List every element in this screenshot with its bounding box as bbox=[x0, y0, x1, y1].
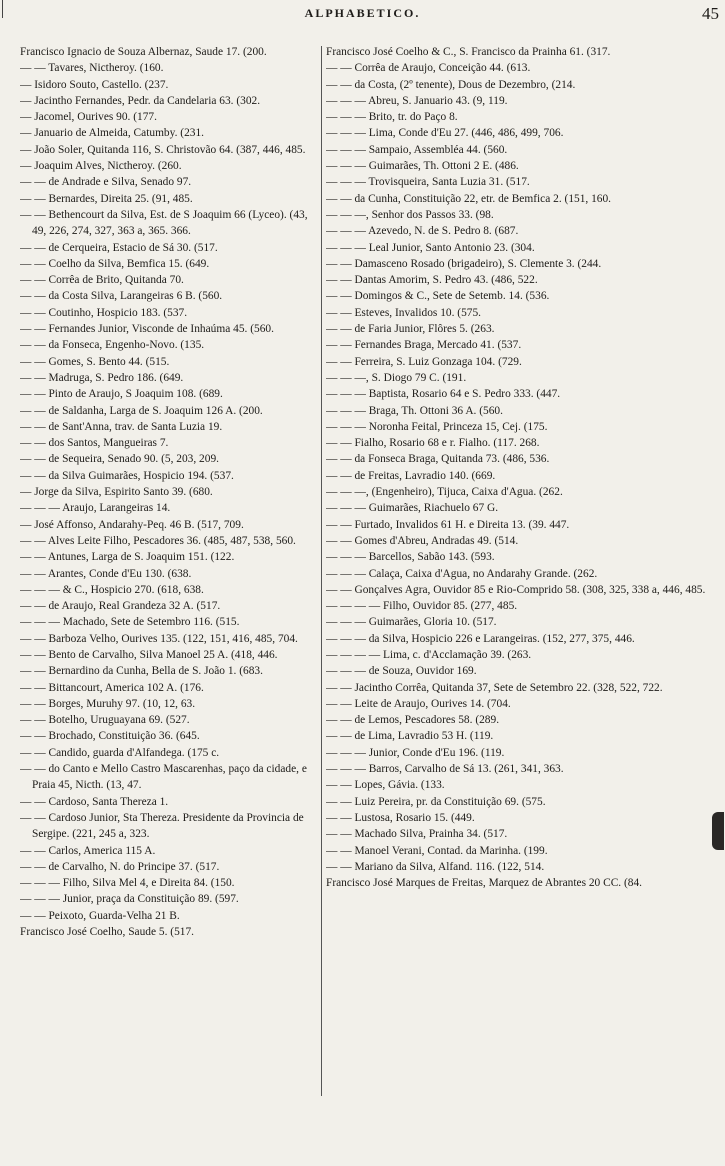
directory-entry: — — Bernardes, Direita 25. (91, 485. bbox=[20, 192, 193, 205]
directory-entry: — — Candido, guarda d'Alfandega. (175 c. bbox=[20, 746, 220, 759]
directory-entry: — — Gomes, S. Bento 44. (515. bbox=[20, 355, 170, 368]
directory-entry: — — Madruga, S. Pedro 186. (649. bbox=[20, 371, 184, 384]
directory-entry: — — — & C., Hospicio 270. (618, 638. bbox=[20, 583, 204, 596]
directory-entry: — — Ferreira, S. Luiz Gonzaga 104. (729. bbox=[326, 355, 522, 368]
directory-entry: — — Manoel Verani, Contad. da Marinha. (199. bbox=[326, 844, 548, 857]
directory-entry: — — Furtado, Invalidos 61 H. e Direita 13. (39. 447. bbox=[326, 518, 570, 531]
directory-entry: — — — Noronha Feital, Princeza 15, Cej. (175. bbox=[326, 420, 548, 433]
directory-entry: — — Borges, Muruhy 97. (10, 12, 63. bbox=[20, 697, 196, 710]
directory-entry: — — dos Santos, Mangueiras 7. bbox=[20, 437, 169, 450]
directory-entry: — — de Andrade e Silva, Senado 97. bbox=[20, 176, 192, 189]
directory-entry: — — Pinto de Araujo, S Joaquim 108. (689. bbox=[20, 388, 223, 401]
directory-entry: — — Arantes, Conde d'Eu 130. (638. bbox=[20, 567, 192, 580]
directory-entry: — — de Lemos, Pescadores 58. (289. bbox=[326, 714, 500, 727]
directory-entry: — — Gonçalves Agra, Ouvidor 85 e Rio-Comprido 58. (308, 325, 338 a, 446, 485. bbox=[326, 583, 706, 596]
directory-entry: — — de Cerqueira, Estacio de Sá 30. (517. bbox=[20, 241, 218, 254]
directory-entry: — — Bento de Carvalho, Silva Manoel 25 A. (418, 446. bbox=[20, 648, 278, 661]
directory-entry: — — Lopes, Gávia. (133. bbox=[326, 779, 445, 792]
directory-entry: — — da Fonseca, Engenho-Novo. (135. bbox=[20, 339, 205, 352]
directory-entry: — — Fialho, Rosario 68 e r. Fialho. (117. 268. bbox=[326, 437, 540, 450]
directory-entry: — João Soler, Quitanda 116, S. Christovão 64. (387, 446, 485. bbox=[20, 143, 306, 156]
directory-entry: — — — Lima, Conde d'Eu 27. (446, 486, 499, 706. bbox=[326, 127, 564, 140]
page-header bbox=[0, 4, 725, 24]
directory-entry: — — Cardoso, Santa Thereza 1. bbox=[20, 795, 169, 808]
directory-entry: — — da Cunha, Constituição 22, etr. de Bemfica 2. (151, 160. bbox=[326, 192, 612, 205]
directory-entry: — — de Freitas, Lavradio 140. (669. bbox=[326, 469, 496, 482]
directory-entry: — Joaquim Alves, Nictheroy. (260. bbox=[20, 160, 182, 173]
directory-entry: — — —, S. Diogo 79 C. (191. bbox=[326, 371, 467, 384]
directory-entry: — — — Filho, Silva Mel 4, e Direita 84. (150. bbox=[20, 877, 235, 890]
left-column bbox=[20, 44, 316, 1124]
directory-entry: — — de Sequeira, Senado 90. (5, 203, 209. bbox=[20, 453, 219, 466]
directory-entry: — — Cardoso Junior, Sta Thereza. Presidente da Provincia de Sergipe. (221, 245 a, 323. bbox=[20, 811, 304, 841]
directory-entry: — — Fernandes Braga, Mercado 41. (537. bbox=[326, 339, 522, 352]
directory-entry: — Jacintho Fernandes, Pedr. da Candelaria 63. (302. bbox=[20, 94, 261, 107]
directory-entry: — — Tavares, Nictheroy. (160. bbox=[20, 62, 164, 75]
directory-entry: — — Esteves, Invalidos 10. (575. bbox=[326, 306, 482, 319]
directory-entry: — Jacomel, Ourives 90. (177. bbox=[20, 111, 157, 124]
directory-entry: — — — Calaça, Caixa d'Agua, no Andarahy Grande. (262. bbox=[326, 567, 598, 580]
directory-entry: — Isidoro Souto, Castello. (237. bbox=[20, 78, 169, 91]
directory-entry: — — Lustosa, Rosario 15. (449. bbox=[326, 811, 475, 824]
right-column bbox=[326, 44, 712, 1124]
directory-entry: — — do Canto e Mello Castro Mascarenhas, paço da cidade, e Praia 45, Nicth. (13, 47. bbox=[20, 763, 307, 792]
directory-entry: — — — Guimarães, Riachuelo 67 G. bbox=[326, 502, 499, 515]
directory-entry: — José Affonso, Andarahy-Peq. 46 B. (517, 709. bbox=[20, 518, 244, 531]
column-divider bbox=[321, 46, 322, 1096]
directory-entry: — — Peixoto, Guarda-Velha 21 B. bbox=[20, 909, 180, 922]
directory-entry: — — — Trovisqueira, Santa Luzia 31. (517. bbox=[326, 176, 530, 189]
directory-entry: — — Botelho, Uruguayana 69. (527. bbox=[20, 714, 190, 727]
directory-entry: — — Dantas Amorim, S. Pedro 43. (486, 522. bbox=[326, 274, 538, 287]
directory-entry: — Januario de Almeida, Catumby. (231. bbox=[20, 127, 205, 140]
directory-entry: — — Luiz Pereira, pr. da Constituição 69. (575. bbox=[326, 795, 546, 808]
ink-blot bbox=[712, 812, 724, 850]
directory-entry: — — de Sant'Anna, trav. de Santa Luzia 19. bbox=[20, 420, 223, 433]
directory-entry: — — — Braga, Th. Ottoni 36 A. (560. bbox=[326, 404, 503, 417]
directory-entry: — — Corrêa de Araujo, Conceição 44. (613. bbox=[326, 62, 531, 75]
directory-entry: — — de Saldanha, Larga de S. Joaquim 126 A. (200. bbox=[20, 404, 263, 417]
directory-entry: — — Corrêa de Brito, Quitanda 70. bbox=[20, 274, 184, 287]
directory-entry: Francisco Ignacio de Souza Albernaz, Saude 17. (200. bbox=[20, 46, 267, 58]
directory-entry: — — Bernardino da Cunha, Bella de S. João 1. (683. bbox=[20, 665, 263, 678]
running-title: ALPHABETICO. bbox=[304, 6, 421, 20]
directory-entry: — Jorge da Silva, Espirito Santo 39. (680. bbox=[20, 486, 213, 499]
directory-entry: — — da Costa Silva, Larangeiras 6 B. (560. bbox=[20, 290, 223, 303]
directory-entry: — — Antunes, Larga de S. Joaquim 151. (122. bbox=[20, 551, 235, 564]
directory-entry: — — de Carvalho, N. do Principe 37. (517. bbox=[20, 860, 220, 873]
directory-entry: — — de Lima, Lavradio 53 H. (119. bbox=[326, 730, 494, 743]
directory-entry: — — de Araujo, Real Grandeza 32 A. (517. bbox=[20, 600, 221, 613]
directory-entry: — — de Faria Junior, Flôres 5. (263. bbox=[326, 323, 495, 336]
directory-entry: — — — Junior, praça da Constituição 89. (597. bbox=[20, 893, 239, 906]
directory-entry: — — Alves Leite Filho, Pescadores 36. (485, 487, 538, 560. bbox=[20, 534, 296, 547]
directory-entry: — — Mariano da Silva, Alfand. 116. (122, 514. bbox=[326, 860, 545, 873]
directory-entry: — — Machado Silva, Prainha 34. (517. bbox=[326, 828, 508, 841]
directory-entry: — — da Silva Guimarães, Hospicio 194. (537. bbox=[20, 469, 234, 482]
directory-entry: — — Fernandes Junior, Visconde de Inhaúma 45. (560. bbox=[20, 323, 274, 336]
directory-entry: — — Gomes d'Abreu, Andradas 49. (514. bbox=[326, 534, 519, 547]
directory-entry: — — — Guimarães, Th. Ottoni 2 E. (486. bbox=[326, 160, 519, 173]
directory-entry: — — —, Senhor dos Passos 33. (98. bbox=[326, 208, 494, 221]
directory-entry: — — Coutinho, Hospicio 183. (537. bbox=[20, 306, 188, 319]
directory-entry: — — — — Filho, Ouvidor 85. (277, 485. bbox=[326, 600, 518, 613]
directory-entry: — — Damasceno Rosado (brigadeiro), S. Clemente 3. (244. bbox=[326, 257, 602, 270]
page-number: 45 bbox=[702, 4, 719, 23]
directory-entry: — — — Barcellos, Sabão 143. (593. bbox=[326, 551, 495, 564]
directory-entry: — — — Barros, Carvalho de Sá 13. (261, 341, 363. bbox=[326, 763, 564, 776]
directory-entry: Francisco José Coelho & C., S. Francisco da Prainha 61. (317. bbox=[326, 46, 611, 58]
directory-entry: — — — da Silva, Hospicio 226 e Larangeiras. (152, 277, 375, 446. bbox=[326, 632, 635, 645]
directory-entry: — — — — Lima, c. d'Acclamação 39. (263. bbox=[326, 648, 532, 661]
directory-entry: — — — Araujo, Larangeiras 14. bbox=[20, 502, 171, 515]
directory-entry: — — Brochado, Constituição 36. (645. bbox=[20, 730, 200, 743]
directory-entry: — — —, (Engenheiro), Tijuca, Caixa d'Agua. (262. bbox=[326, 486, 563, 499]
directory-entry: — — Carlos, America 115 A. bbox=[20, 844, 156, 857]
directory-entry: — — — Leal Junior, Santo Antonio 23. (304. bbox=[326, 241, 535, 254]
directory-entry: — — — de Souza, Ouvidor 169. bbox=[326, 665, 477, 678]
directory-entry: — — Barboza Velho, Ourives 135. (122, 151, 416, 485, 704. bbox=[20, 632, 298, 645]
directory-entry: — — — Machado, Sete de Setembro 116. (515. bbox=[20, 616, 240, 629]
directory-entry: — — Bethencourt da Silva, Est. de S Joaquim 66 (Lyceo). (43, 49, 226, 274, 327, 363 a, 365. 366. bbox=[20, 208, 308, 238]
directory-entry: — — — Sampaio, Assembléa 44. (560. bbox=[326, 143, 508, 156]
directory-entry: Francisco José Marques de Freitas, Marquez de Abrantes 20 CC. (84. bbox=[326, 877, 643, 890]
directory-entry: — — — Baptista, Rosario 64 e S. Pedro 333. (447. bbox=[326, 388, 561, 401]
directory-entry: — — Coelho da Silva, Bemfica 15. (649. bbox=[20, 257, 210, 270]
directory-entry: — — Domingos & C., Sete de Setemb. 14. (536. bbox=[326, 290, 550, 303]
directory-entry: — — Bittancourt, America 102 A. (176. bbox=[20, 681, 204, 694]
directory-entry: — — — Junior, Conde d'Eu 196. (119. bbox=[326, 746, 505, 759]
directory-entry: Francisco José Coelho, Saude 5. (517. bbox=[20, 926, 194, 939]
directory-entry: — — — Abreu, S. Januario 43. (9, 119. bbox=[326, 94, 508, 107]
directory-entry: — — — Azevedo, N. de S. Pedro 8. (687. bbox=[326, 225, 519, 238]
directory-entry: — — Leite de Araujo, Ourives 14. (704. bbox=[326, 697, 511, 710]
directory-entry: — — Jacintho Corrêa, Quitanda 37, Sete de Setembro 22. (328, 522, 722. bbox=[326, 681, 663, 694]
directory-entry: — — — Guimarães, Gloria 10. (517. bbox=[326, 616, 497, 629]
directory-entry: — — da Costa, (2º tenente), Dous de Dezembro, (214. bbox=[326, 78, 576, 91]
directory-entry: — — da Fonseca Braga, Quitanda 73. (486, 536. bbox=[326, 453, 550, 466]
directory-entry: — — — Brito, tr. do Paço 8. bbox=[326, 111, 458, 124]
